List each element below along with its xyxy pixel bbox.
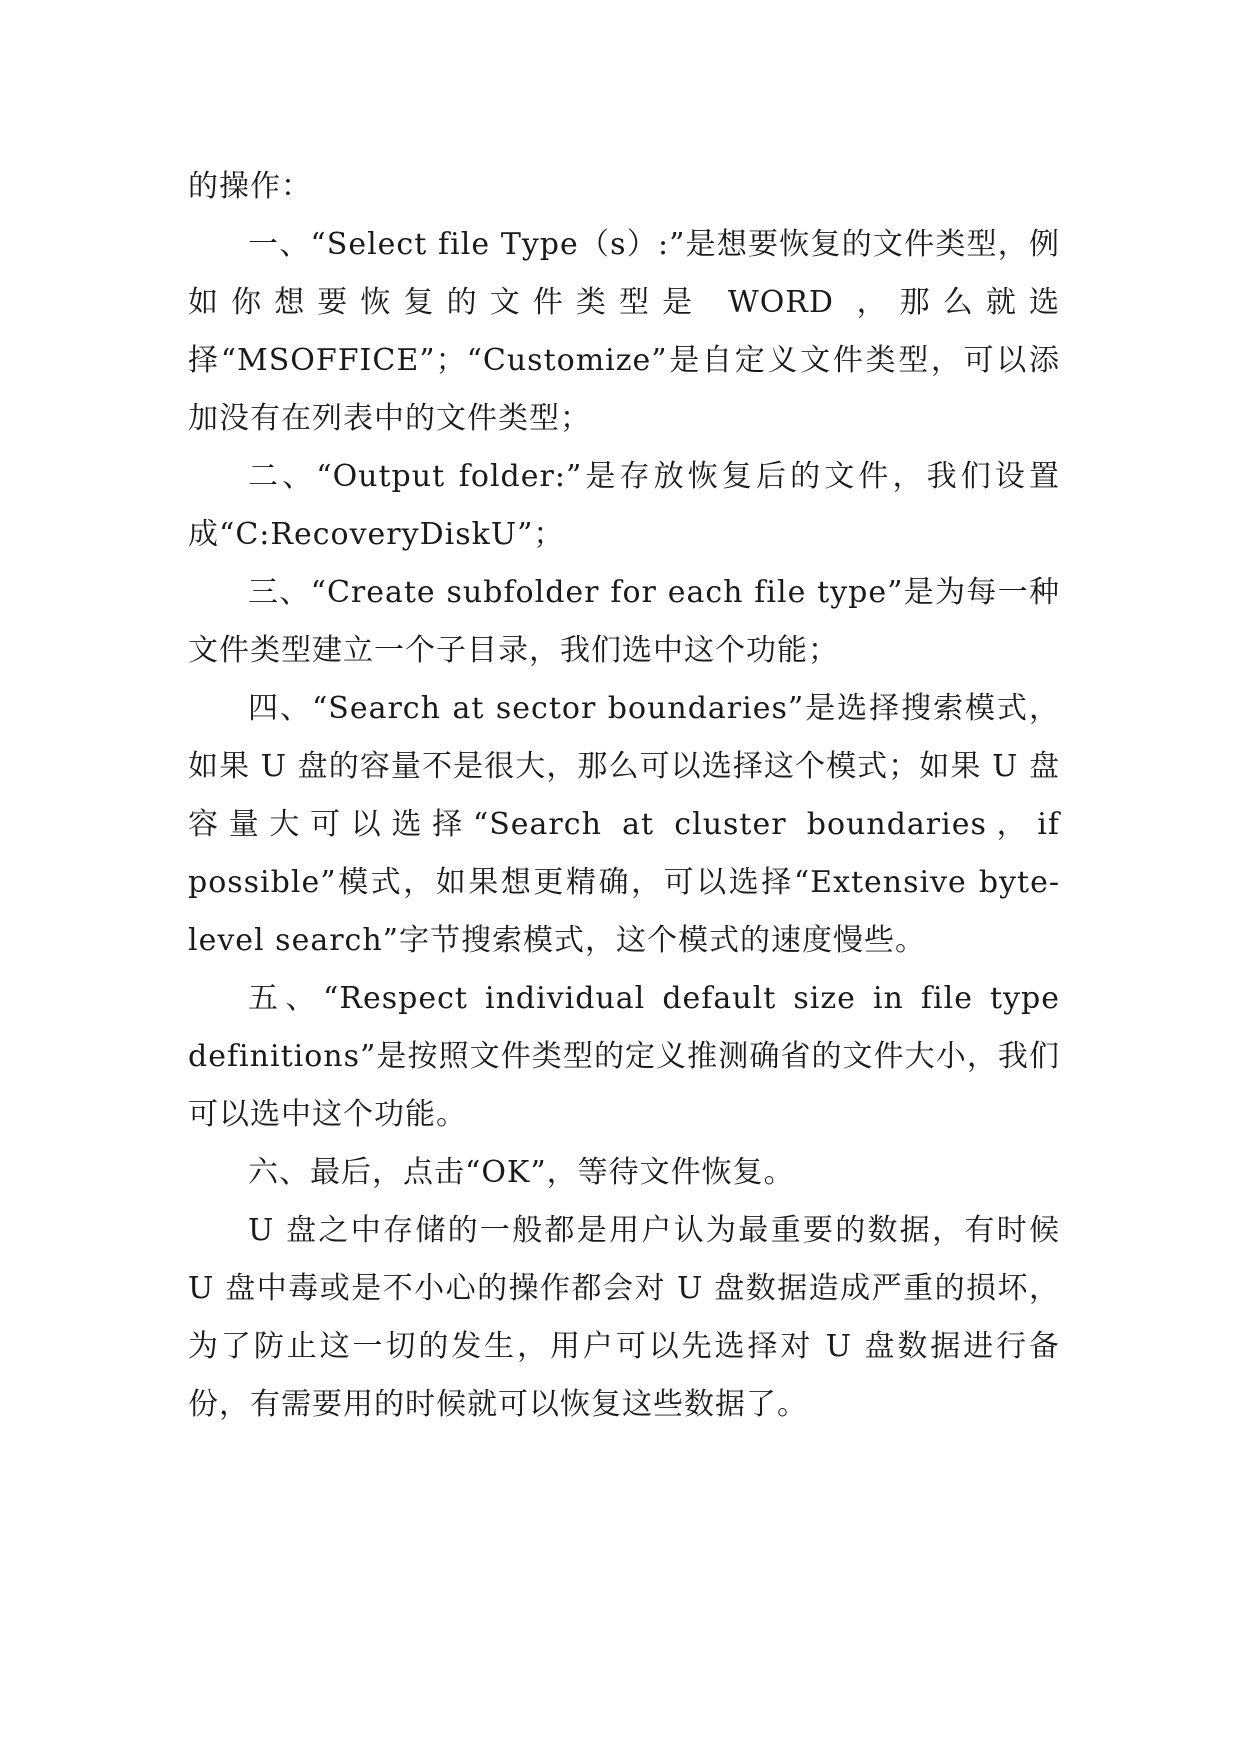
paragraph-step-2-output-folder: 二、“Output folder:”是存放恢复后的文件，我们设置成“C:RecoveryDiskU”； [188, 459, 1060, 552]
paragraph-step-5-default-size: 五、“Respect individual default size in file type definitions”是按照文件类型的定义推测确省的文件大小，我们可以选中这个功能。 [188, 981, 1060, 1132]
paragraph-conclusion: U 盘之中存储的一般都是用户认为最重要的数据，有时候 U 盘中毒或是不小心的操作都会对 U 盘数据造成严重的损坏，为了防止这一切的发生，用户可以先选择对 U 盘数据进行备份，有需要用的时候就可以恢复这些数据了。 [188, 1213, 1060, 1422]
paragraph-intro: 的操作： [188, 169, 312, 204]
paragraph-step-1-file-type: 一、“Select file Type（s）:”是想要恢复的文件类型，例如你想要恢复的文件类型是 WORD ，那么就选择“MSOFFICE”；“Customize”是自定义文件类型，可以添加没有在列表中的文件类型； [188, 227, 1060, 436]
document-body [188, 158, 1060, 1434]
paragraph-step-4-search-mode: 四、“Search at sector boundaries”是选择搜索模式，如果 U 盘的容量不是很大，那么可以选择这个模式；如果 U 盘容量大可以选择“Search at cluster boundaries，if possible”模式，如果想更精确，可以选择“Extensive byte-level search”字节搜索模式，这个模式的速度慢些。 [188, 691, 1060, 958]
paragraph-step-3-subfolder: 三、“Create subfolder for each file type”是为每一种文件类型建立一个子目录，我们选中这个功能； [188, 575, 1060, 668]
paragraph-step-6-ok: 六、最后，点击“OK”，等待文件恢复。 [248, 1155, 795, 1190]
